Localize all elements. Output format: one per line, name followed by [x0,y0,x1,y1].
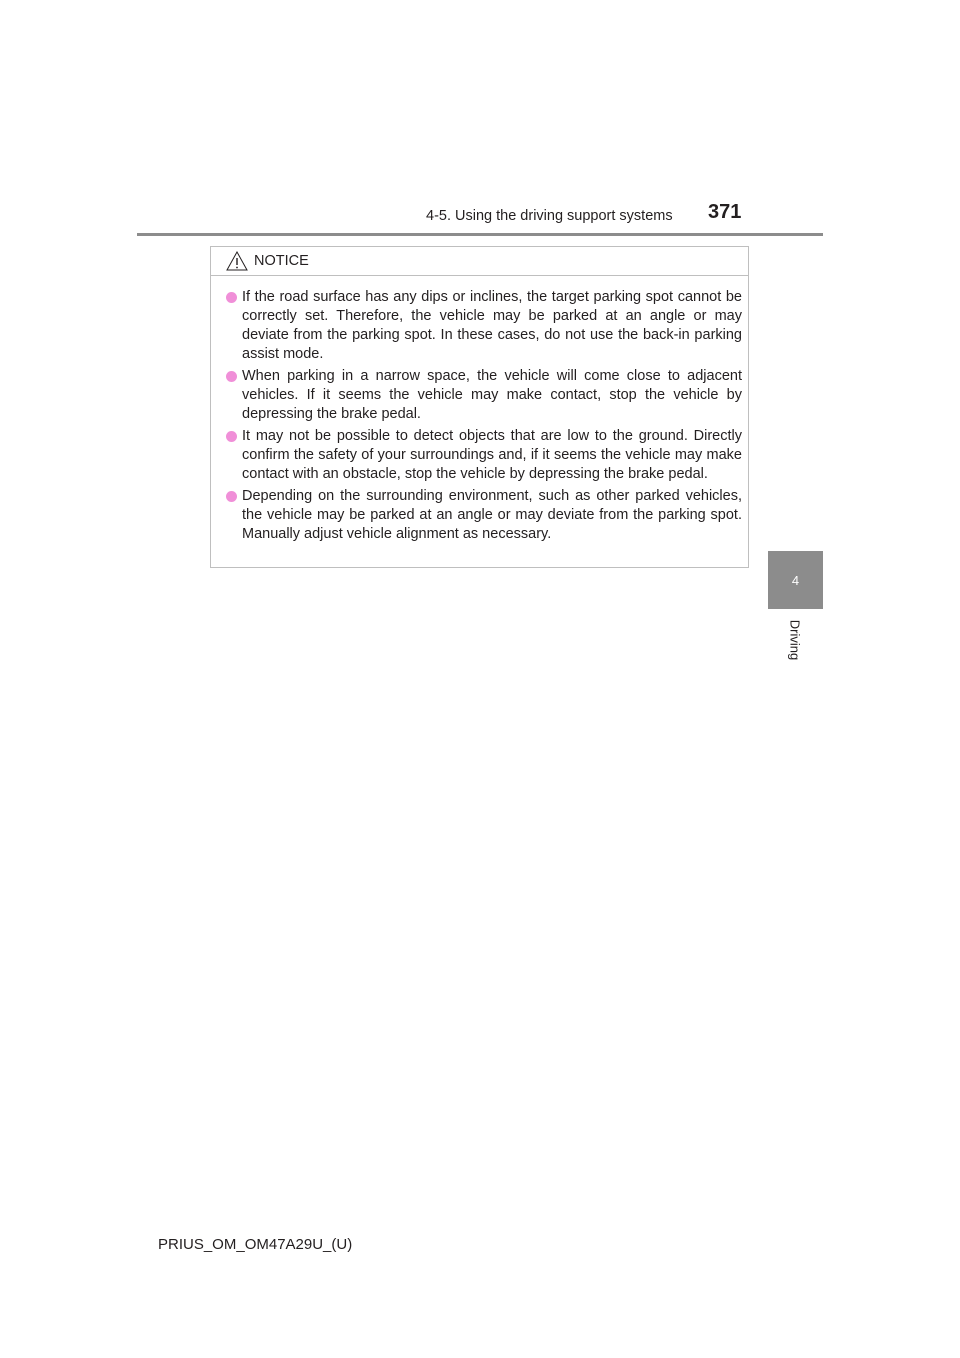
list-item [226,487,742,544]
list-item [226,288,742,364]
bullet-icon [226,292,237,303]
chapter-label: Driving [787,619,803,661]
bullet-icon [226,431,237,442]
section-title: 4-5. Using the driving support systems [426,208,673,224]
bullet-icon [226,371,237,382]
header-rule [137,233,823,236]
document-code: PRIUS_OM_OM47A29U_(U) [158,1236,353,1253]
chapter-number: 4 [791,572,800,588]
notice-header [211,247,748,276]
bullet-icon [226,491,237,502]
notice-item-text: Depending on the surrounding environment, such as other parked vehicles, the vehicle may be parked at an angle or may deviate from the parking spot. Manually adjust vehicle alignment as necessary. [242,488,742,542]
notice-item-text: If the road surface has any dips or inclines, the target parking spot cannot be correctly set. Therefore, the vehicle may be parked at an angle or may deviate from the parking spot. In these cases, do not use the back-in parking assist mode. [242,289,742,362]
list-item [226,427,742,484]
notice-list [211,276,748,544]
notice-title: NOTICE [254,253,309,269]
list-item [226,367,742,424]
notice-item-text: When parking in a narrow space, the vehicle will come close to adjacent vehicles. If it seems the vehicle may make contact, stop the vehicle by depressing the brake pedal. [242,368,742,422]
chapter-tab [768,551,823,609]
page-number: 371 [708,201,742,223]
warning-triangle-icon [226,251,248,276]
notice-item-text: It may not be possible to detect objects that are low to the ground. Directly confirm the safety of your surroundings and, if it seems the vehicle may make contact with an obstacle, stop the vehicle by depressing the brake pedal. [242,428,742,482]
notice-box [210,246,749,568]
